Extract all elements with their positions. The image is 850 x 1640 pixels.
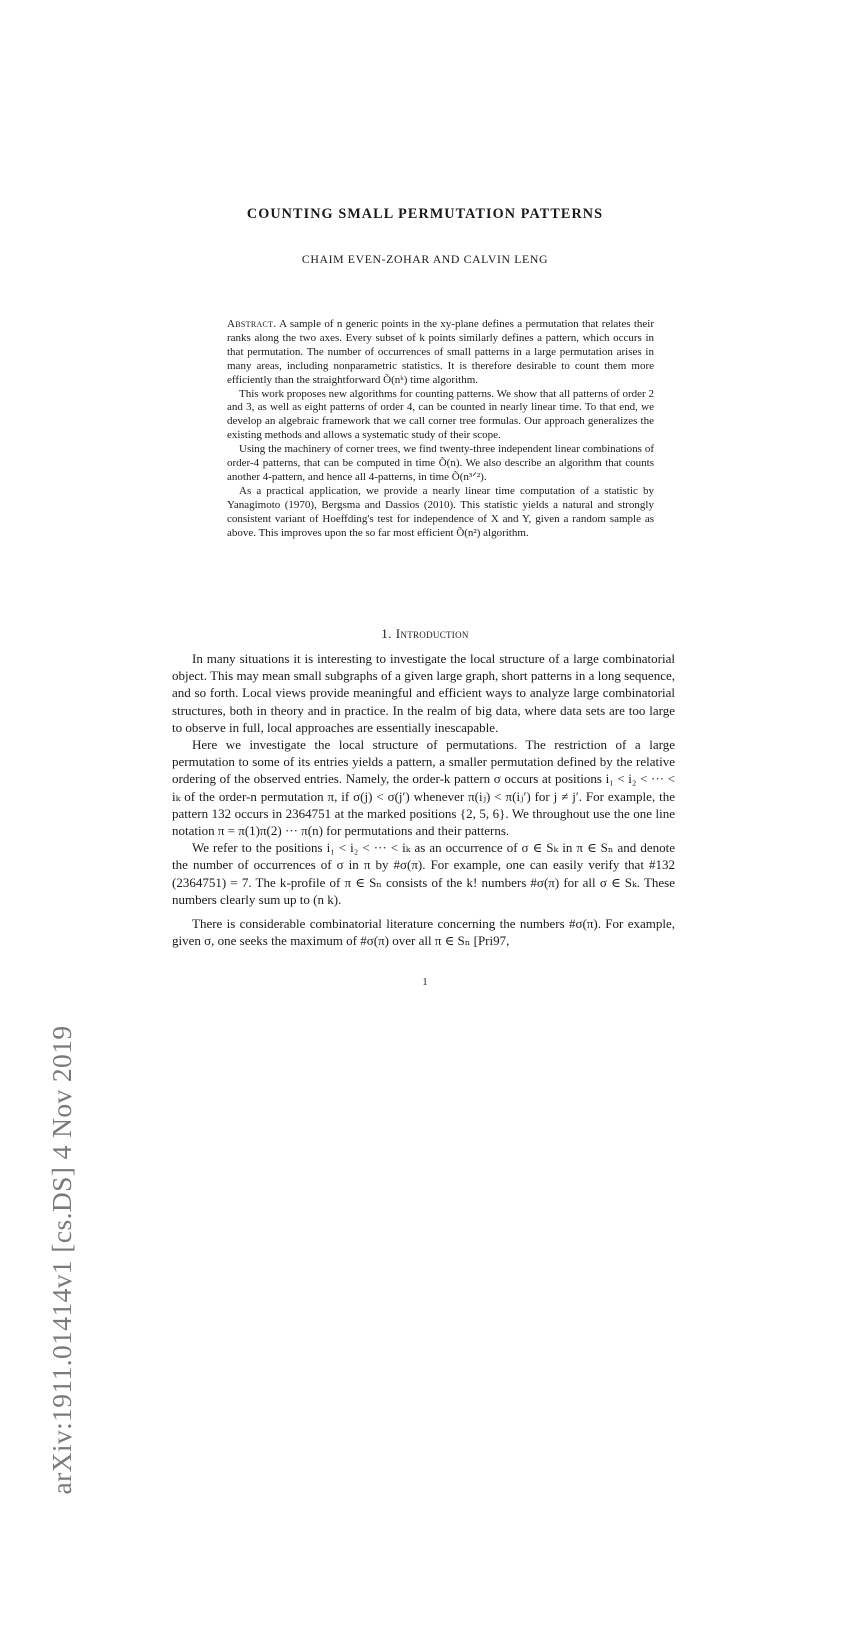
section-heading [0,626,850,642]
abstract-label: Abstract. [227,318,277,330]
abstract [227,318,654,541]
abstract-paragraph-3: Using the machinery of corner trees, we find twenty-three independent linear combinations of order-4 patterns, that can be computed in time Õ(n). We also describe an algorithm that counts another 4-pattern, and hence all 4-patterns, in time Õ(n³ᐟ²). [227,443,654,483]
arxiv-identifier: arXiv:1911.01414v1 [cs.DS] 4 Nov 2019 [46,1025,77,1495]
body-paragraph-1: In many situations it is interesting to investigate the local structure of a large combinatorial object. This may mean small subgraphs of a given large graph, short patterns in a long sequence, and so forth. Local views provide meaningful and efficient ways to analyze large combinatorial structures, both in theory and in practice. In the realm of big data, where data sets are too large to observe in full, local approaches are essentially inescapable. [172,651,675,735]
section-number: 1. [381,626,393,641]
abstract-paragraph-1 [227,318,654,388]
paper-authors: CHAIM EVEN-ZOHAR AND CALVIN LENG [301,252,549,266]
body-text [172,650,675,949]
abstract-text-1: A sample of n generic points in the xy-plane defines a permutation that relates their ranks along the two axes. Every subset of k points similarly defines a pattern, which occurs in that permutation. The number of occurrences of small patterns in a large permutation arises in many areas, including nonparametric statistics. It is therefore desirable to count them more efficiently than the straightforward Õ(nᵏ) time algorithm. [227,318,654,386]
body-paragraph-3: We refer to the positions i₁ < i₂ < ··· < iₖ as an occurrence of σ ∈ Sₖ in π ∈ Sₙ and denote the number of occurrences of σ in π by #σ(π). For example, one can easily verify that #132 (2364751) = 7. The k-profile of π ∈ Sₙ consists of the k! numbers #σ(π) for all σ ∈ Sₖ. These numbers clearly sum up to (n k). [172,840,675,907]
paper-title: COUNTING SMALL PERMUTATION PATTERNS [246,206,604,222]
section-name: Introduction [395,626,469,641]
body-paragraph-4: There is considerable combinatorial literature concerning the numbers #σ(π). For example, given σ, one seeks the maximum of #σ(π) over all π ∈ Sₙ [Pri97, [172,916,675,949]
abstract-paragraph-4: As a practical application, we provide a nearly linear time computation of a statistic by Yanagimoto (1970), Bergsma and Dassios (2010). This statistic yields a natural and strongly consistent variant of Hoeffding's test for independence of X and Y, given a random sample as above. This improves upon the so far most efficient Õ(n²) algorithm. [227,484,654,539]
abstract-paragraph-2: This work proposes new algorithms for counting patterns. We show that all patterns of order 2 and 3, as well as eight patterns of order 4, can be counted in nearly linear time. To that end, we develop an algebraic framework that we call corner tree formulas. Our approach generalizes the existing methods and allows a systematic study of their scope. [227,387,654,442]
body-paragraph-2: Here we investigate the local structure of permutations. The restriction of a large permutation to some of its entries yields a pattern, a smaller permutation defined by the relative ordering of the observed entries. Namely, the order-k pattern σ occurs at positions i₁ < i₂ < ··· < iₖ of the order-n permutation π, if σ(j) < σ(j′) whenever π(iⱼ) < π(iⱼ′) for j ≠ j′. For example, the pattern 132 occurs in 2364751 at the marked positions {2, 5, 6}. We throughout use the one line notation π = π(1)π(2) ··· π(n) for permutations and their patterns. [172,737,675,839]
page-number: 1 [422,977,428,988]
